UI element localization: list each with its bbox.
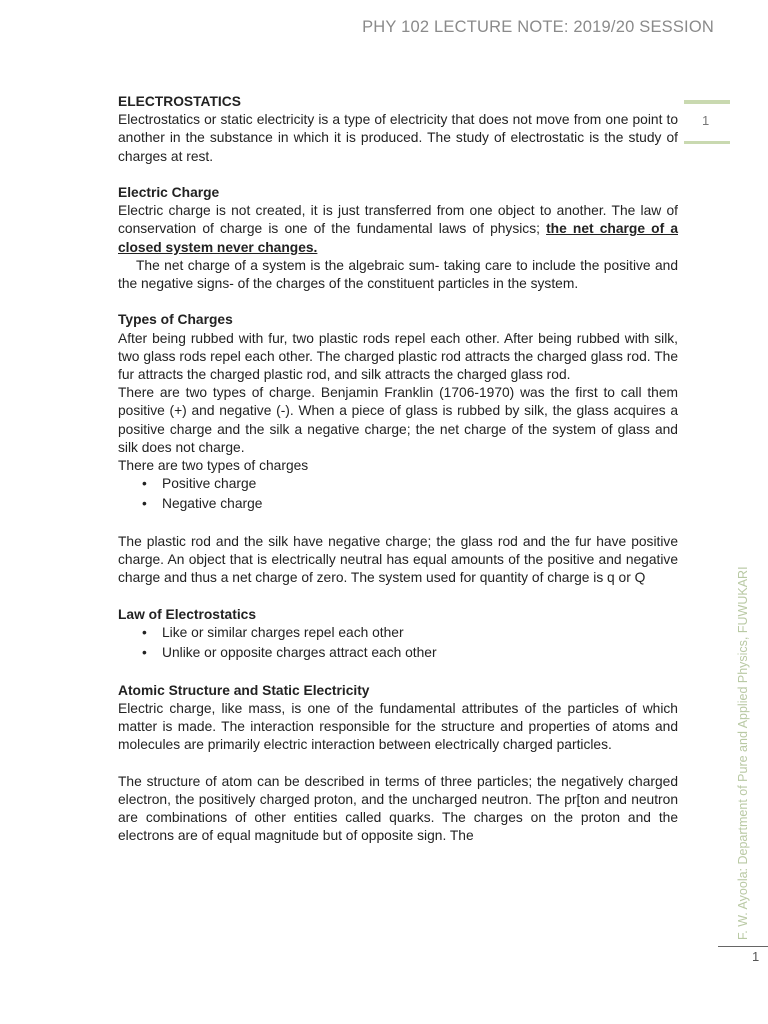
margin-accent-bar-top — [684, 100, 730, 104]
document-body — [118, 93, 678, 846]
charge-types-list — [118, 475, 678, 513]
types-paragraph-2: There are two types of charge. Benjamin Franklin (1706-1970) was the first to call them positive (+) and negative (-). When a piece of glass is rubbed by silk, the glass acquires a positive charge and the silk a negative charge; the net charge of the system of glass and silk does not charge. — [118, 385, 678, 455]
types-paragraph-1: After being rubbed with fur, two plastic rods repel each other. After being rubbed with silk, two glass rods repel each other. The charged plastic rod attracts the charged glass rod. The fur attracts the charged plastic rod, and silk attracts the charged glass rod. — [118, 330, 678, 383]
page-header: PHY 102 LECTURE NOTE: 2019/20 SESSION — [362, 18, 714, 36]
list-item: • Positive charge — [162, 475, 678, 493]
margin-accent-bar-bottom — [684, 141, 730, 144]
footer-rule — [718, 946, 768, 947]
types-paragraph-3: There are two types of charges — [118, 458, 309, 474]
law-list — [118, 624, 678, 662]
intro-paragraph: Electrostatics or static electricity is a type of electricity that does not move from one point to another in the substance in which it is produced. The study of electrostatic is the study of charges at rest. — [118, 112, 678, 164]
atomic-paragraph-2: The structure of atom can be described in terms of three particles; the negatively charged electron, the positively charged proton, and the uncharged neutron. The pr[ton and neutron are combinations of other entities called quarks. The charges on the proton and the electrons are of equal magnitude but of opposite sign. The — [118, 773, 678, 844]
atomic-paragraph-1: Electric charge, like mass, is one of the fundamental attributes of the particles of which matter is made. The interaction responsible for the structure and properties of atoms and molecules are primarily electric interaction between electrically charged particles. — [118, 701, 678, 753]
charge-paragraph-1 — [118, 202, 678, 257]
document-title: ELECTROSTATICS — [118, 94, 241, 109]
footer-page-number: 1 — [752, 949, 760, 964]
conservation-law-emphasis: the net charge of a closed system never changes. — [118, 221, 678, 255]
heading-electric-charge: Electric Charge — [118, 185, 220, 200]
charge-paragraph-2: The net charge of a system is the algebraic sum- taking care to include the positive and the negative signs- of the charges of the constituent particles in the system. — [118, 257, 678, 292]
author-sidebar-text: F. W. Ayoola: Department of Pure and Applied Physics, FUWUKARI — [736, 566, 750, 940]
heading-atomic-structure: Atomic Structure and Static Electricity — [118, 682, 370, 698]
types-paragraph-4: The plastic rod and the silk have negative charge; the glass rod and the fur have positive charge. An object that is electrically neutral has equal amounts of the positive and negative charge and thus a net charge of zero. The system used for quantity of charge is q or Q — [118, 534, 678, 586]
heading-types-of-charges: Types of Charges — [118, 312, 233, 328]
margin-page-number: 1 — [702, 113, 710, 128]
heading-law-of-electrostatics: Law of Electrostatics — [118, 606, 257, 622]
charge-paragraph-1-text: Electric charge is not created, it is just transferred from one object to another. The law of conservation of charge is one of the fundamental laws of physics; — [118, 203, 678, 237]
list-item: • Like or similar charges repel each other — [162, 624, 678, 642]
list-item: • Negative charge — [162, 495, 678, 513]
list-item: • Unlike or opposite charges attract each other — [162, 644, 678, 662]
